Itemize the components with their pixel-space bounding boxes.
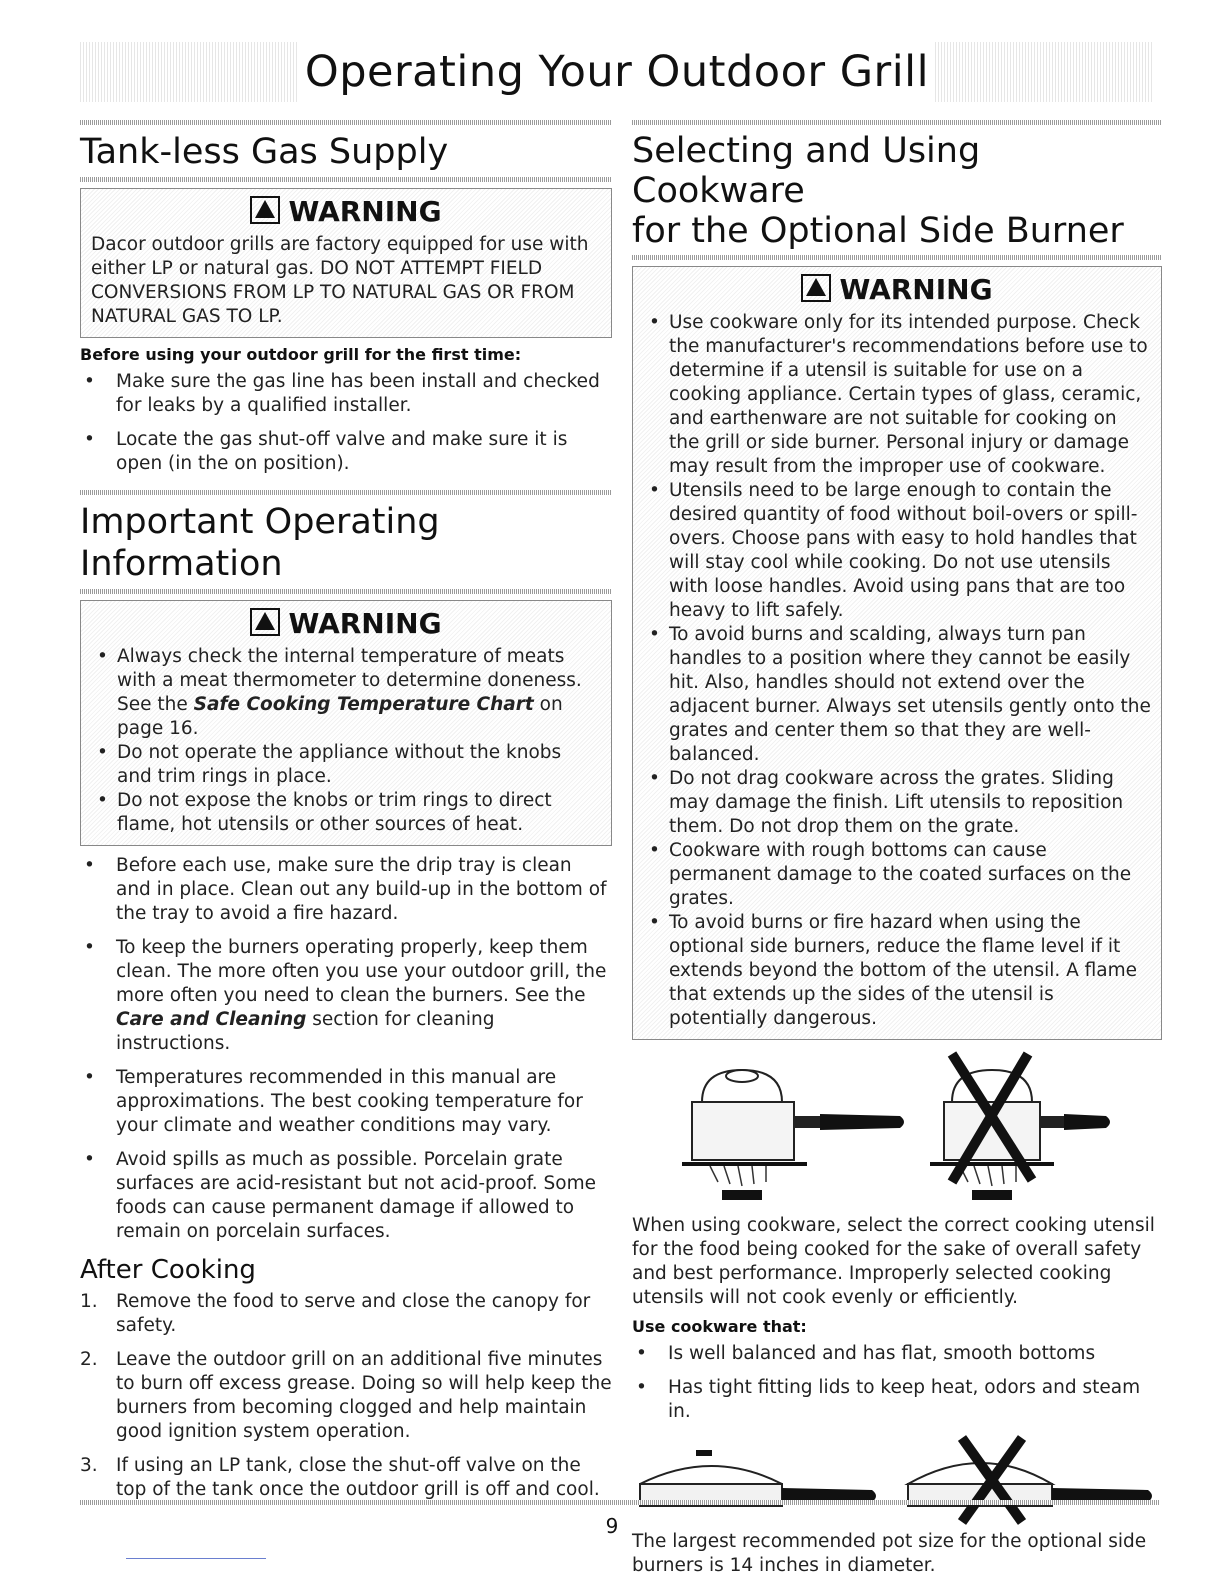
bottom-underline [126, 1558, 266, 1559]
correct-saucepan [682, 1070, 904, 1200]
tankless-list [80, 370, 612, 476]
warning-label: WARNING [288, 195, 442, 228]
page-title-banner [80, 42, 1154, 102]
step-item [80, 1454, 612, 1502]
skillet-comparison-drawing [632, 1434, 1162, 1526]
warning-item: • Cookware with rough bottoms can cause permanent damage to the coated surfaces on the grates. [643, 839, 1151, 911]
warning-heading [91, 607, 601, 641]
step-item [80, 1348, 612, 1444]
after-cooking-title: After Cooking [80, 1255, 256, 1285]
cookware-warning-box [632, 266, 1162, 1040]
section-rule [80, 120, 612, 125]
list-item: • Locate the gas shut-off valve and make sure it is open (in the on position). [80, 428, 612, 476]
tankless-lead: Before using your outdoor grill for the first time: [80, 345, 522, 364]
cookware-paragraph: When using cookware, select the correct cooking utensil for the food being cooked for the sake of overall safety and best performance. Improperly selected cooking utensils will not cook evenly or efficiently. [632, 1215, 1155, 1308]
after-cooking-steps [80, 1290, 612, 1502]
page-number: 9 [605, 1514, 619, 1538]
warning-label: WARNING [288, 607, 442, 640]
section-rule [80, 177, 612, 182]
tankless-warning-box [80, 188, 612, 338]
safe-cooking-chart-ref: Safe Cooking Temperature Chart [193, 694, 534, 715]
list-item-text: section for cleaning instructions. [116, 1009, 495, 1054]
warning-icon [801, 274, 831, 302]
cookware-title-line2: for the Optional Side Burner [632, 211, 1124, 251]
warning-item: • Do not expose the knobs or trim rings to direct flame, hot utensils or other sources of heat. [91, 789, 601, 837]
incorrect-skillet [908, 1438, 1152, 1522]
important-list [80, 854, 612, 1244]
step-number: 1. [80, 1291, 98, 1312]
warning-item: • Do not operate the appliance without the knobs and trim rings in place. [91, 741, 601, 789]
footer-rule [80, 1500, 1160, 1505]
warning-item: • Do not drag cookware across the grates. Sliding may damage the finish. Lift utensils to reposition them. Do not drop them on the grate. [643, 767, 1151, 839]
list-item: • Is well balanced and has flat, smooth bottoms [632, 1342, 1162, 1366]
warning-item: • Utensils need to be large enough to contain the desired quantity of food without boil-overs or spill-overs. Choose pans with easy to hold handles that will stay cool while cooking. Do not use utensils with loose handles. Avoid using pans that are too heavy to lift safely. [643, 479, 1151, 623]
step-text: If using an LP tank, close the shut-off valve on the top of the tank once the outdoor grill is off and cool. [116, 1455, 600, 1500]
important-warning-box [80, 600, 612, 846]
warning-label: WARNING [839, 273, 993, 306]
saucepan-illustration [632, 1050, 1162, 1210]
list-item: • Temperatures recommended in this manual are approximations. The best cooking temperature for your climate and weather conditions may vary. [80, 1066, 612, 1138]
list-item: • Avoid spills as much as possible. Porcelain grate surfaces are acid-resistant but not acid-proof. Some foods can cause permanent damage if allowed to remain on porcelain surfaces. [80, 1148, 612, 1244]
left-column [80, 120, 612, 1512]
step-item [80, 1290, 612, 1338]
warning-heading [643, 273, 1151, 307]
saucepan-comparison-drawing [632, 1050, 1162, 1210]
section-rule [80, 589, 612, 594]
warning-icon [250, 608, 280, 636]
list-item: • Before each use, make sure the drip tray is clean and in place. Clean out any build-up in the bottom of the tray to avoid a fire hazard. [80, 854, 612, 926]
step-number: 3. [80, 1455, 98, 1476]
pot-size-paragraph: The largest recommended pot size for the optional side burners is 14 inches in diameter. [632, 1531, 1147, 1576]
section-rule [80, 490, 612, 495]
list-item-text: To keep the burners operating properly, keep them clean. The more often you use your outdoor grill, the more often you need to clean the burners. See the [116, 937, 607, 1006]
cookware-lead: Use cookware that: [632, 1317, 807, 1336]
step-number: 2. [80, 1349, 98, 1370]
tankless-title: Tank-less Gas Supply [80, 132, 449, 172]
right-column [632, 120, 1162, 1582]
warning-item-text: Always check the internal temperature of meats with a meat thermometer to determine doneness. See the [117, 646, 582, 715]
section-rule [632, 120, 1162, 125]
warning-heading [91, 195, 601, 229]
warning-icon [250, 196, 280, 224]
warning-item-text: on page 16. [117, 694, 563, 739]
care-cleaning-ref: Care and Cleaning [116, 1009, 307, 1030]
step-text: Leave the outdoor grill on an additional five minutes to burn off excess grease. Doing so will help keep the burners from becoming clogged and help maintain good ignition system operation. [116, 1349, 612, 1442]
step-text: Remove the food to serve and close the canopy for safety. [116, 1291, 591, 1336]
warning-text: Dacor outdoor grills are factory equipped for use with either LP or natural gas. DO NOT ATTEMPT FIELD CONVERSIONS FROM LP TO NATURAL GAS OR FROM NATURAL GAS TO LP. [91, 234, 589, 327]
cookware-list [632, 1342, 1162, 1424]
warning-item: • To avoid burns or fire hazard when using the optional side burners, reduce the flame level if it extends beyond the bottom of the utensil. A flame that extends up the sides of the utensil is potentially dangerous. [643, 911, 1151, 1031]
cookware-title-line1: Selecting and Using Cookware [632, 131, 981, 211]
warning-list [643, 311, 1151, 1031]
list-item [80, 936, 612, 1056]
incorrect-saucepan [930, 1054, 1110, 1200]
important-title: Important Operating Information [80, 502, 440, 584]
warning-item [91, 645, 601, 741]
cookware-title [632, 131, 1162, 251]
list-item: • Has tight fitting lids to keep heat, odors and steam in. [632, 1376, 1162, 1424]
warning-item: • Use cookware only for its intended purpose. Check the manufacturer's recommendations before use to determine if a utensil is suitable for use on a cooking appliance. Certain types of glass, ceramic, and earthenware are not suitable for cooking on the grill or side burner. Personal injury or damage may result from the improper use of cookware. [643, 311, 1151, 479]
warning-list [91, 645, 601, 837]
warning-item: • To avoid burns and scalding, always turn pan handles to a position where they cannot be easily hit. Also, handles should not extend over the adjacent burner. Always set utensils gently onto the grates and center them so that they are well-balanced. [643, 623, 1151, 767]
section-rule [632, 255, 1162, 260]
list-item: • Make sure the gas line has been install and checked for leaks by a qualified installer. [80, 370, 612, 418]
page-title: Operating Your Outdoor Grill [299, 42, 935, 102]
correct-skillet [640, 1450, 876, 1506]
skillet-illustration [632, 1434, 1162, 1526]
